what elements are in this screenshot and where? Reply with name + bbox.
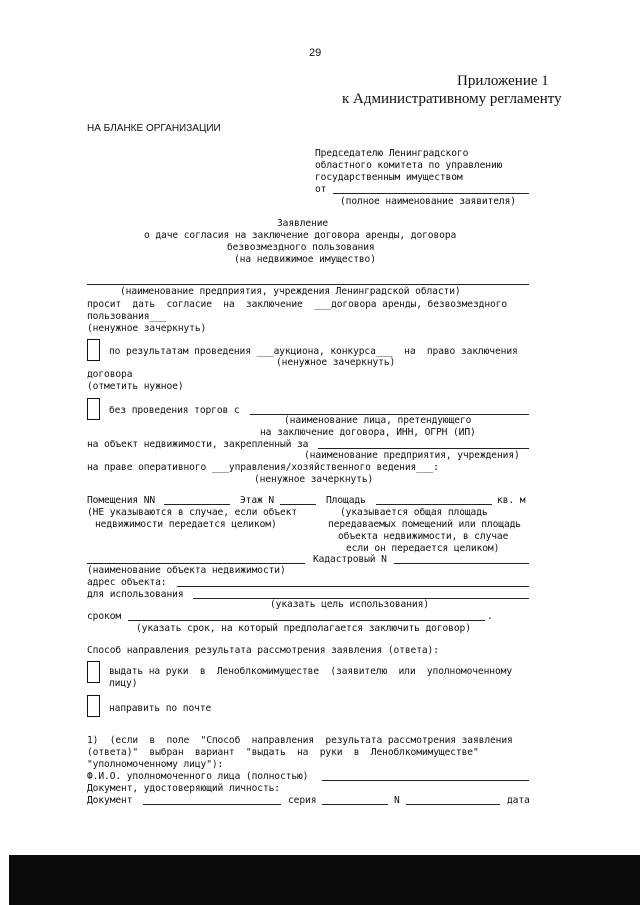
proxy-series-field[interactable]: [322, 804, 388, 805]
floor-field[interactable]: [280, 504, 316, 505]
term-field[interactable]: [128, 620, 485, 621]
object-assigned-hint: (наименование предприятия, учреждения): [304, 450, 520, 461]
proxy-number-field[interactable]: [406, 804, 500, 805]
document-title-line-2: о даче согласия на заключение договора аренды, договора: [144, 230, 457, 241]
object-name-field[interactable]: [87, 563, 305, 564]
floor-label: Этаж N: [240, 495, 275, 506]
organization-hint: (наименование предприятия, учреждения Ленинградской области): [120, 286, 461, 297]
addressee-line-2: областного комитета по управлению: [315, 160, 503, 171]
document-title-line-3: безвозмездного пользования: [227, 242, 375, 253]
object-assigned-field[interactable]: [318, 448, 529, 449]
term-end: .: [487, 611, 493, 622]
mark-needed-hint: (отметить нужное): [87, 381, 184, 392]
delivery-mail-checkbox[interactable]: [87, 695, 100, 717]
auction-checkbox[interactable]: [87, 339, 100, 361]
proxy-note-1: 1) (если в поле "Способ направления результата рассмотрения заявления: [87, 735, 513, 746]
auction-option-contract: договора: [87, 369, 133, 380]
area-hint-4: если он передается целиком): [346, 543, 500, 554]
applicant-name-hint: (полное наименование заявителя): [340, 196, 516, 207]
addressee-line-3: государственным имуществом: [315, 172, 463, 183]
delivery-in-person-text-2: лицу): [109, 678, 138, 689]
delivery-mail-text: направить по почте: [109, 703, 212, 714]
document-title: Заявление: [277, 218, 329, 229]
addressee-from-label: от: [315, 184, 327, 195]
page-number: 29: [309, 47, 322, 59]
proxy-doc-field[interactable]: [143, 804, 281, 805]
organization-field[interactable]: [87, 284, 529, 285]
proxy-series-label: серия: [288, 795, 317, 806]
delivery-in-person-checkbox[interactable]: [87, 661, 100, 683]
area-field[interactable]: [376, 504, 492, 505]
rooms-hint-2: недвижимости передается целиком): [95, 519, 277, 530]
proxy-note-2: (ответа)" выбран вариант "выдать на руки в Леноблкомимуществе": [87, 747, 479, 758]
appendix-subtitle: к Административному регламенту: [342, 91, 562, 107]
rooms-field[interactable]: [164, 504, 230, 505]
term-label: сроком: [87, 611, 122, 622]
area-hint-3: объекта недвижимости, в случае: [338, 531, 509, 542]
area-hint-2: передаваемых помещений или площадь: [328, 519, 521, 530]
use-hint: (указать цель использования): [270, 599, 429, 610]
no-tender-hint-1: (наименование лица, претендующего: [284, 415, 472, 426]
delivery-heading: Способ направления результата рассмотрения заявления (ответа):: [87, 645, 439, 656]
cadastral-field[interactable]: [394, 563, 529, 564]
cadastral-label: Кадастровый N: [313, 554, 387, 565]
area-unit: кв. м: [497, 495, 526, 506]
proxy-doc-label: Документ: [87, 795, 133, 806]
right-type-hint: (ненужное зачеркнуть): [254, 474, 374, 485]
scan-border: [9, 855, 640, 905]
rooms-label: Помещения NN: [87, 495, 156, 506]
addressee-line-1: Председателю Ленинградского: [315, 148, 469, 159]
object-assigned-label: на объект недвижимости, закрепленный за: [87, 439, 309, 450]
auction-option-text: по результатам проведения ___аукциона, конкурса___ на право заключения: [109, 346, 518, 357]
no-tender-checkbox[interactable]: [87, 398, 100, 420]
proxy-note-3: "уполномоченному лицу"):: [87, 759, 224, 770]
applicant-name-field[interactable]: [333, 193, 529, 194]
no-tender-hint-2: на заключение договора, ИНН, ОГРН (ИП): [260, 427, 476, 438]
rooms-hint-1: (НЕ указываются в случае, если объект: [87, 507, 298, 518]
address-field[interactable]: [177, 586, 529, 587]
right-type-line: на праве оперативного ___управления/хозяйственного ведения___:: [87, 462, 439, 473]
area-label: Площадь: [326, 495, 366, 506]
term-hint: (указать срок, на который предполагается заключить договор): [136, 623, 471, 634]
letterhead-note: НА БЛАНКЕ ОРГАНИЗАЦИИ: [87, 123, 221, 134]
proxy-fio-field[interactable]: [322, 780, 529, 781]
request-line-1: просит дать согласие на заключение ___договора аренды, безвозмездного: [87, 299, 508, 310]
proxy-doc-heading: Документ, удостоверяющий личность:: [87, 783, 280, 794]
object-name-hint: (наименование объекта недвижимости): [87, 565, 286, 576]
area-hint-1: (указывается общая площадь: [340, 507, 488, 518]
proxy-fio-label: Ф.И.О. уполномоченного лица (полностью): [87, 771, 309, 782]
address-label: адрес объекта:: [87, 577, 167, 588]
proxy-date-label: дата: [507, 795, 530, 806]
use-label: для использования: [87, 589, 184, 600]
delivery-in-person-text: выдать на руки в Леноблкомимуществе (заявителю или уполномоченному: [109, 666, 512, 677]
no-tender-option-text: без проведения торгов с: [109, 405, 240, 416]
proxy-number-label: N: [394, 795, 400, 806]
appendix-title: Приложение 1: [457, 73, 549, 89]
auction-option-hint: (ненужное зачеркнуть): [276, 357, 396, 368]
request-line-2: пользования___: [87, 311, 167, 322]
document-title-line-4: (на недвижимое имущество): [234, 254, 376, 265]
request-line-3: (ненужное зачеркнуть): [87, 323, 207, 334]
